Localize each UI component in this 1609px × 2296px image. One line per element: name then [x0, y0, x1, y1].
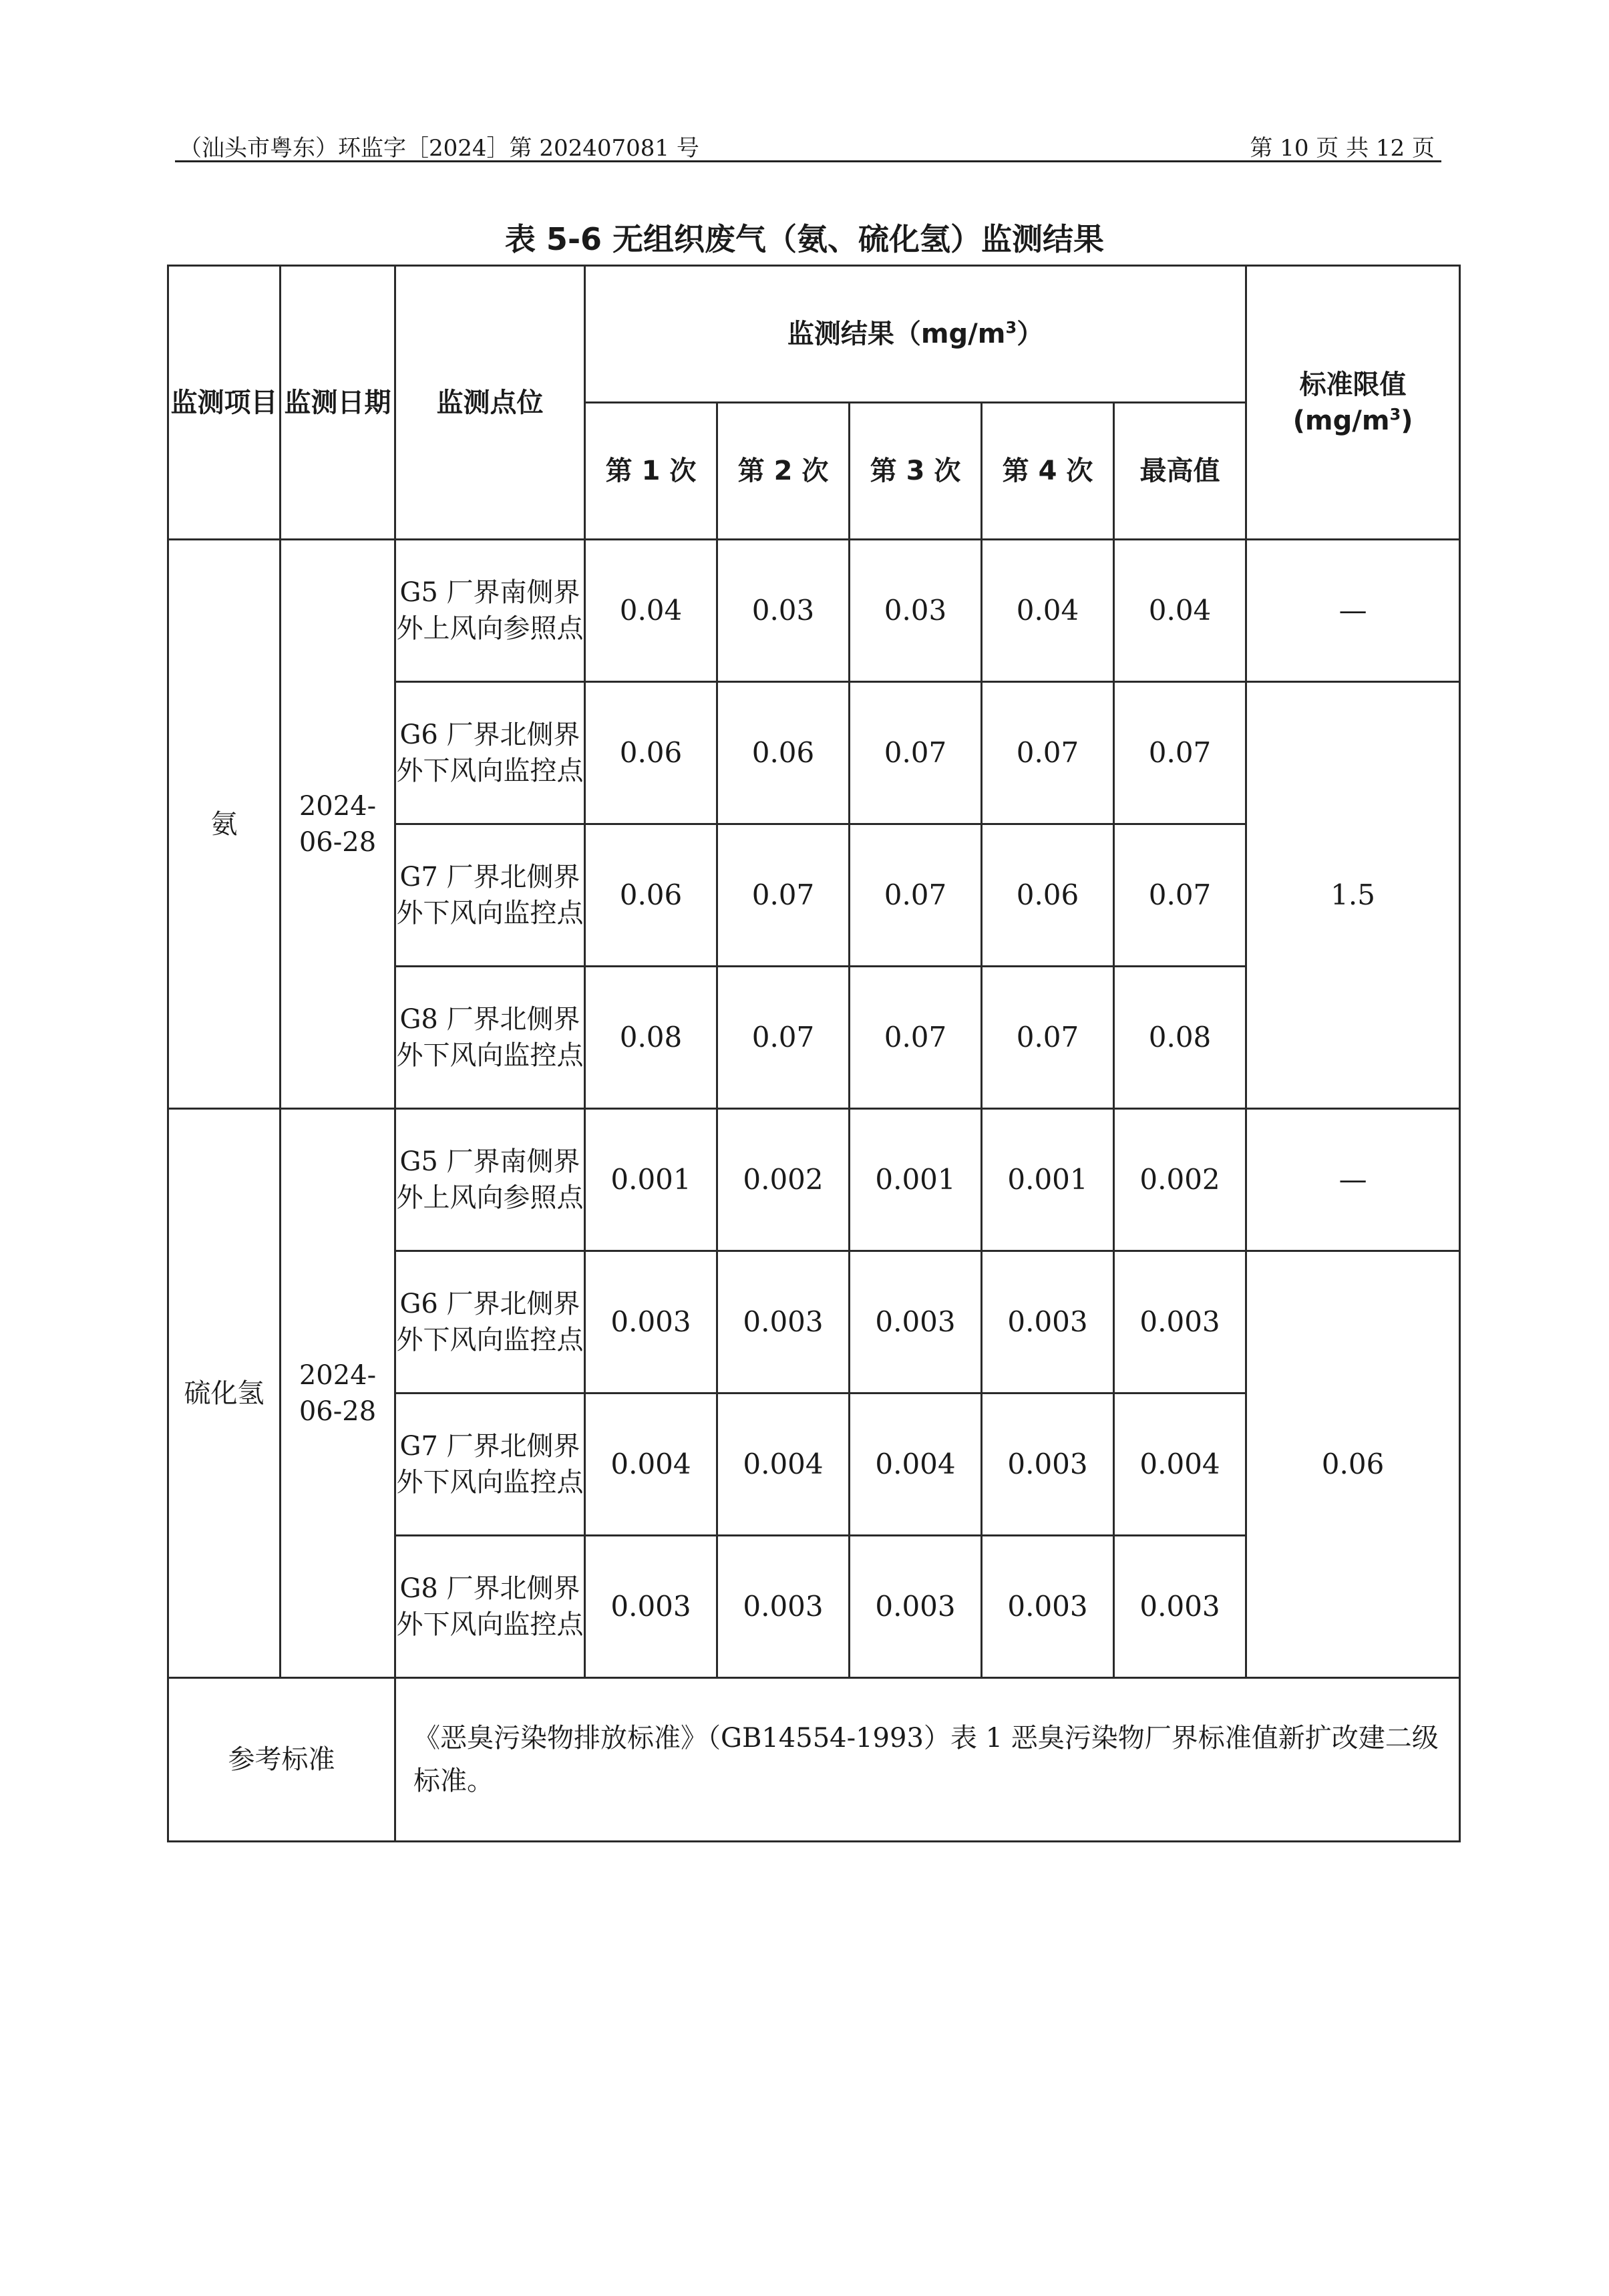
subheader-run-3: 第 3 次 [850, 403, 982, 540]
limit-cell: — [1246, 540, 1460, 682]
value-cell: 0.06 [585, 682, 717, 824]
site-cell: G8 厂界北侧界外下风向监控点 [395, 967, 585, 1109]
value-cell: 0.07 [850, 682, 982, 824]
max-cell: 0.07 [1114, 824, 1246, 967]
value-cell: 0.07 [982, 967, 1114, 1109]
value-cell: 0.001 [850, 1109, 982, 1251]
value-cell: 0.04 [982, 540, 1114, 682]
site-cell: G5 厂界南侧界外上风向参照点 [395, 540, 585, 682]
header-results [585, 266, 1246, 403]
header-limit-sup: 3 [1389, 405, 1401, 424]
value-cell: 0.004 [717, 1393, 850, 1536]
value-cell: 0.07 [850, 967, 982, 1109]
header-results-close: ） [1017, 319, 1044, 349]
value-cell: 0.04 [585, 540, 717, 682]
value-cell: 0.07 [717, 967, 850, 1109]
item-hydrogen-sulfide: 硫化氢 [168, 1109, 281, 1678]
value-cell: 0.06 [717, 682, 850, 824]
value-cell: 0.003 [982, 1393, 1114, 1536]
table-title: 表 5-6 无组织废气（氨、硫化氢）监测结果 [504, 221, 1105, 257]
header-results-sup: 3 [1005, 318, 1017, 337]
limit-cell-merged: 0.06 [1246, 1251, 1460, 1678]
value-cell: 0.003 [982, 1536, 1114, 1678]
page-header [175, 126, 1441, 162]
page-number: 第 10 页 共 12 页 [1250, 135, 1435, 162]
max-cell: 0.003 [1114, 1251, 1246, 1393]
item-ammonia: 氨 [168, 540, 281, 1109]
subheader-max: 最高值 [1114, 403, 1246, 540]
value-cell: 0.003 [850, 1536, 982, 1678]
value-cell: 0.07 [717, 824, 850, 967]
date-ammonia: 2024-06-28 [281, 540, 395, 1109]
limit-cell-merged: 1.5 [1246, 682, 1460, 1109]
date-hydrogen-sulfide: 2024-06-28 [281, 1109, 395, 1678]
reference-text: 《恶臭污染物排放标准》（GB14554-1993）表 1 恶臭污染物厂界标准值新扩改建二级标准。 [395, 1678, 1460, 1842]
max-cell: 0.002 [1114, 1109, 1246, 1251]
header-date: 监测日期 [281, 266, 395, 540]
value-cell: 0.03 [850, 540, 982, 682]
monitoring-results-table [167, 265, 1461, 1842]
site-cell: G7 厂界北侧界外下风向监控点 [395, 824, 585, 967]
value-cell: 0.07 [982, 682, 1114, 824]
value-cell: 0.06 [585, 824, 717, 967]
value-cell: 0.03 [717, 540, 850, 682]
value-cell: 0.07 [850, 824, 982, 967]
max-cell: 0.08 [1114, 967, 1246, 1109]
header-site: 监测点位 [395, 266, 585, 540]
max-cell: 0.003 [1114, 1536, 1246, 1678]
header-limit-label: 标准限值 [1299, 369, 1407, 400]
max-cell: 0.04 [1114, 540, 1246, 682]
max-cell: 0.07 [1114, 682, 1246, 824]
header-limit [1246, 266, 1460, 540]
document-number: （汕头市粤东）环监字［2024］第 202407081 号 [179, 135, 699, 162]
max-cell: 0.004 [1114, 1393, 1246, 1536]
value-cell: 0.003 [585, 1251, 717, 1393]
value-cell: 0.002 [717, 1109, 850, 1251]
subheader-run-4: 第 4 次 [982, 403, 1114, 540]
value-cell: 0.004 [585, 1393, 717, 1536]
value-cell: 0.003 [717, 1536, 850, 1678]
site-cell: G5 厂界南侧界外上风向参照点 [395, 1109, 585, 1251]
value-cell: 0.003 [585, 1536, 717, 1678]
value-cell: 0.001 [585, 1109, 717, 1251]
reference-label: 参考标准 [168, 1678, 395, 1842]
value-cell: 0.004 [850, 1393, 982, 1536]
value-cell: 0.003 [982, 1251, 1114, 1393]
value-cell: 0.003 [717, 1251, 850, 1393]
subheader-run-1: 第 1 次 [585, 403, 717, 540]
site-cell: G6 厂界北侧界外下风向监控点 [395, 1251, 585, 1393]
value-cell: 0.08 [585, 967, 717, 1109]
site-cell: G8 厂界北侧界外下风向监控点 [395, 1536, 585, 1678]
subheader-run-2: 第 2 次 [717, 403, 850, 540]
value-cell: 0.001 [982, 1109, 1114, 1251]
reference-row [168, 1678, 1460, 1842]
header-limit-unit [1247, 403, 1459, 439]
limit-cell: — [1246, 1109, 1460, 1251]
value-cell: 0.06 [982, 824, 1114, 967]
header-results-label: 监测结果（mg/m [787, 319, 1006, 349]
header-limit-unit-close: ) [1401, 405, 1413, 436]
header-item: 监测项目 [168, 266, 281, 540]
site-cell: G7 厂界北侧界外下风向监控点 [395, 1393, 585, 1536]
site-cell: G6 厂界北侧界外下风向监控点 [395, 682, 585, 824]
header-limit-unit-open: (mg/m [1292, 405, 1390, 436]
table-row [168, 540, 1460, 682]
value-cell: 0.003 [850, 1251, 982, 1393]
table-row [168, 1109, 1460, 1251]
